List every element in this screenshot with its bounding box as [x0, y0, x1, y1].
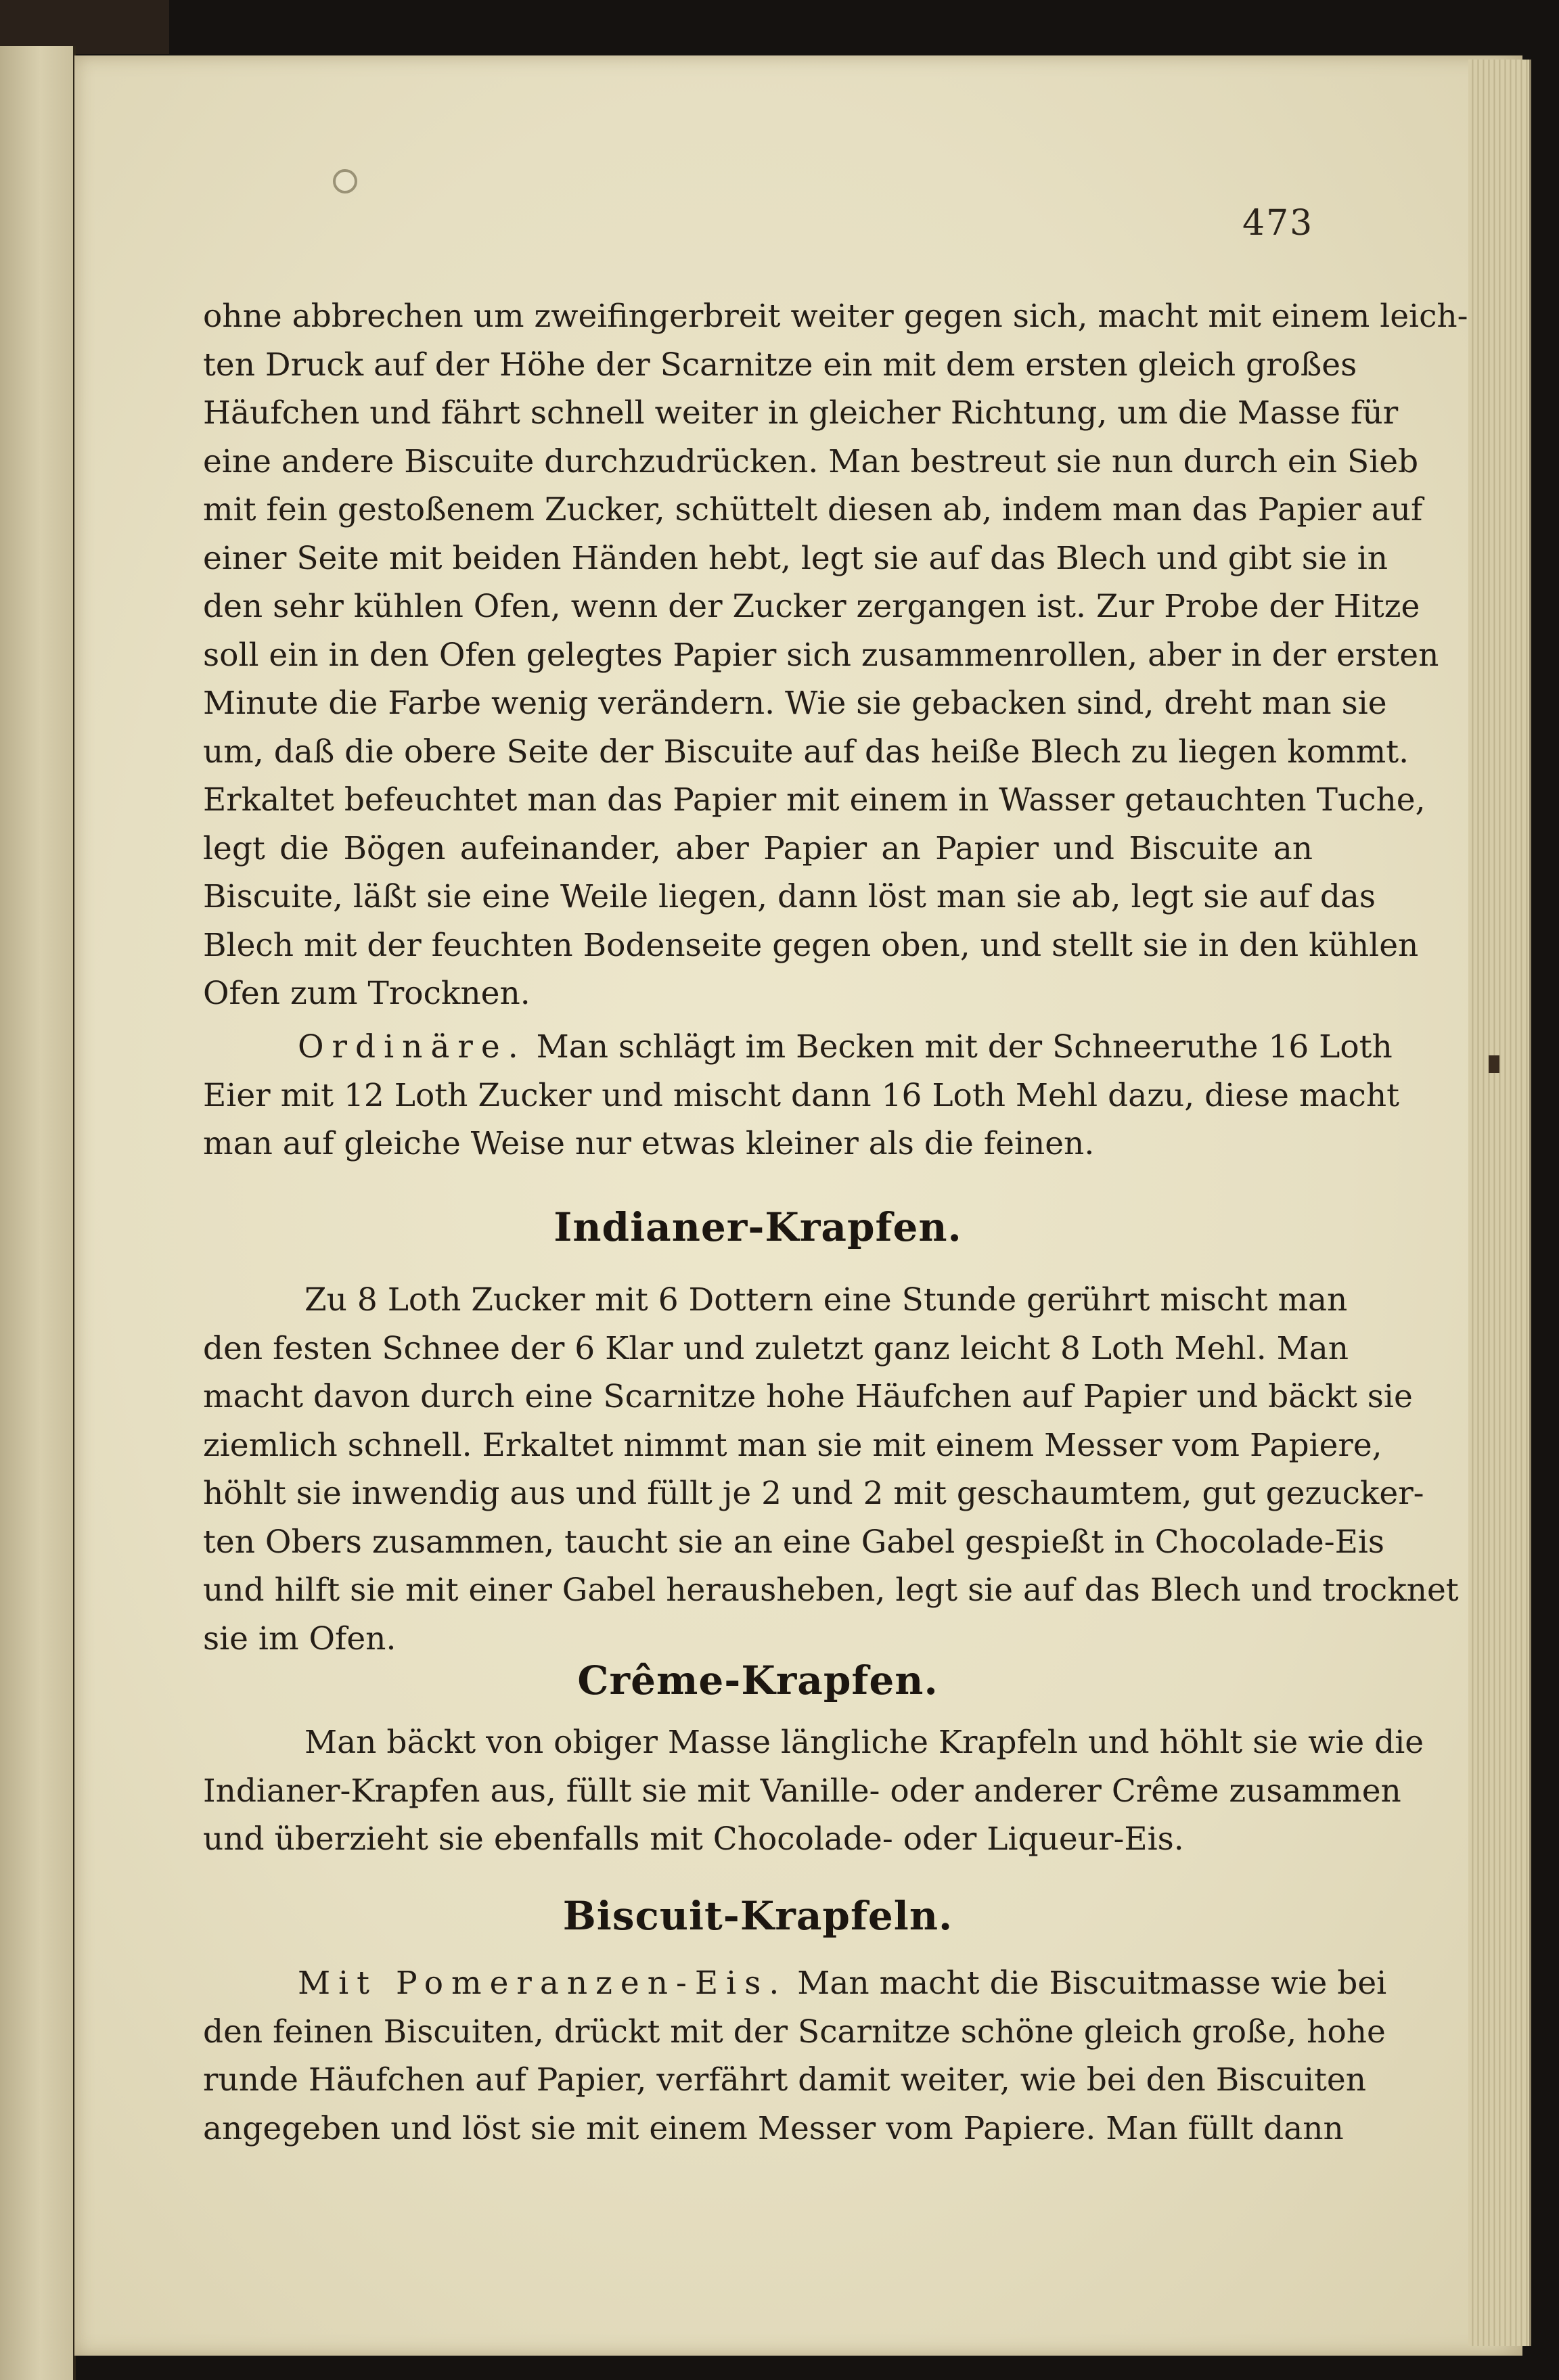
text-line: den festen Schnee der 6 Klar und zuletzt ganz leicht 8 Loth Mehl. Man: [203, 1329, 1349, 1367]
text-line: Man bäckt von obiger Masse längliche Krapfeln und höhlt sie wie die: [304, 1724, 1424, 1761]
text-line: Minute die Farbe wenig verändern. Wie sie gebacken sind, dreht man sie: [203, 685, 1387, 722]
paragraph-creme-krapfen: [203, 1718, 1424, 1864]
text-line: Eier mit 12 Loth Zucker und mischt dann 16 Loth Mehl dazu, diese macht: [203, 1076, 1400, 1114]
heading-indianer-krapfen: Indianer-Krapfen.: [553, 1204, 962, 1250]
text-line: runde Häufchen auf Papier, verfährt damit weiter, wie bei den Biscuiten: [203, 2061, 1367, 2099]
text-line: Ofen zum Trocknen.: [203, 975, 530, 1012]
text-line: ten Obers zusammen, taucht sie an eine Gabel gespießt in Chocolade-Eis: [203, 1523, 1385, 1561]
text-line: ziemlich schnell. Erkaltet nimmt man sie mit einem Messer vom Papiere,: [203, 1426, 1382, 1464]
text-line: soll ein in den Ofen gelegtes Papier sich zusammenrollen, aber in der ersten: [203, 636, 1439, 674]
previous-page-edge: [0, 46, 76, 2380]
text-run: Man schlägt im Becken mit der Schneeruthe 16 Loth: [536, 1028, 1393, 1066]
text-line: mit fein gestoßenem Zucker, schüttelt diesen ab, indem man das Papier auf: [203, 491, 1423, 528]
paper-hole: [333, 169, 357, 193]
paragraph-label: Ordinäre.: [298, 1028, 526, 1066]
text-line: einer Seite mit beiden Händen hebt, legt sie auf das Blech und gibt sie in: [203, 539, 1388, 577]
paragraph-continuation: [203, 292, 1468, 1018]
text-line: höhlt sie inwendig aus und füllt je 2 und 2 mit geschaumtem, gut gezucker-: [203, 1475, 1424, 1512]
page-number: 473: [1242, 203, 1314, 244]
margin-mark: [1489, 1055, 1499, 1073]
text-line: und hilft sie mit einer Gabel herausheben, legt sie auf das Blech und trocknet: [203, 1572, 1459, 1609]
text-line: Zu 8 Loth Zucker mit 6 Dottern eine Stunde gerührt mischt man: [304, 1281, 1348, 1319]
text-line: Blech mit der feuchten Bodenseite gegen oben, und stellt sie in den kühlen: [203, 926, 1419, 964]
text-line: legt die Bögen aufeinander, aber Papier an Papier und Biscuite an: [203, 829, 1313, 867]
text-line: Biscuite, läßt sie eine Weile liegen, dann löst man sie ab, legt sie auf das: [203, 878, 1376, 915]
text-line: Häufchen und fährt schnell weiter in gleicher Richtung, um die Masse für: [203, 394, 1399, 432]
text-line: Indianer-Krapfen aus, füllt sie mit Vanille- oder anderer Crême zusammen: [203, 1772, 1401, 1810]
text-line: den sehr kühlen Ofen, wenn der Zucker zergangen ist. Zur Probe der Hitze: [203, 588, 1420, 625]
paragraph-ordinaere: [203, 1023, 1400, 1168]
text-line: [203, 1023, 1393, 1072]
paragraph-label: Mit Pomeranzen-Eis.: [298, 1965, 788, 2002]
page-stack-edges: [1468, 60, 1531, 2346]
text-line: angegeben und löst sie mit einem Messer vom Papiere. Man füllt dann: [203, 2109, 1344, 2147]
text-line: und überzieht sie ebenfalls mit Chocolade- oder Liqueur-Eis.: [203, 1821, 1184, 1858]
heading-creme-krapfen: Crême-Krapfen.: [577, 1657, 939, 1703]
text-run: Man macht die Biscuitmasse wie bei: [797, 1965, 1387, 2002]
text-line: um, daß die obere Seite der Biscuite auf das heiße Blech zu liegen kommt.: [203, 733, 1409, 771]
paragraph-indianer-krapfen: [203, 1276, 1459, 1663]
heading-biscuit-krapfeln: Biscuit-Krapfeln.: [562, 1893, 953, 1939]
text-line: den feinen Biscuiten, drückt mit der Scarnitze schöne gleich große, hohe: [203, 2013, 1386, 2051]
paragraph-biscuit-krapfeln: [203, 1959, 1387, 2153]
text-line: [203, 1959, 1387, 2008]
text-line: ohne abbrechen um zweifingerbreit weiter gegen sich, macht mit einem leich-: [203, 298, 1468, 335]
text-line: Erkaltet befeuchtet man das Papier mit einem in Wasser getauchten Tuche,: [203, 781, 1426, 819]
text-line: sie im Ofen.: [203, 1620, 397, 1657]
text-line: macht davon durch eine Scarnitze hohe Häufchen auf Papier und bäckt sie: [203, 1378, 1413, 1415]
text-line: eine andere Biscuite durchzudrücken. Man bestreut sie nun durch ein Sieb: [203, 442, 1419, 480]
text-line: man auf gleiche Weise nur etwas kleiner als die feinen.: [203, 1125, 1095, 1162]
text-line: ten Druck auf der Höhe der Scarnitze ein mit dem ersten gleich großes: [203, 346, 1357, 384]
